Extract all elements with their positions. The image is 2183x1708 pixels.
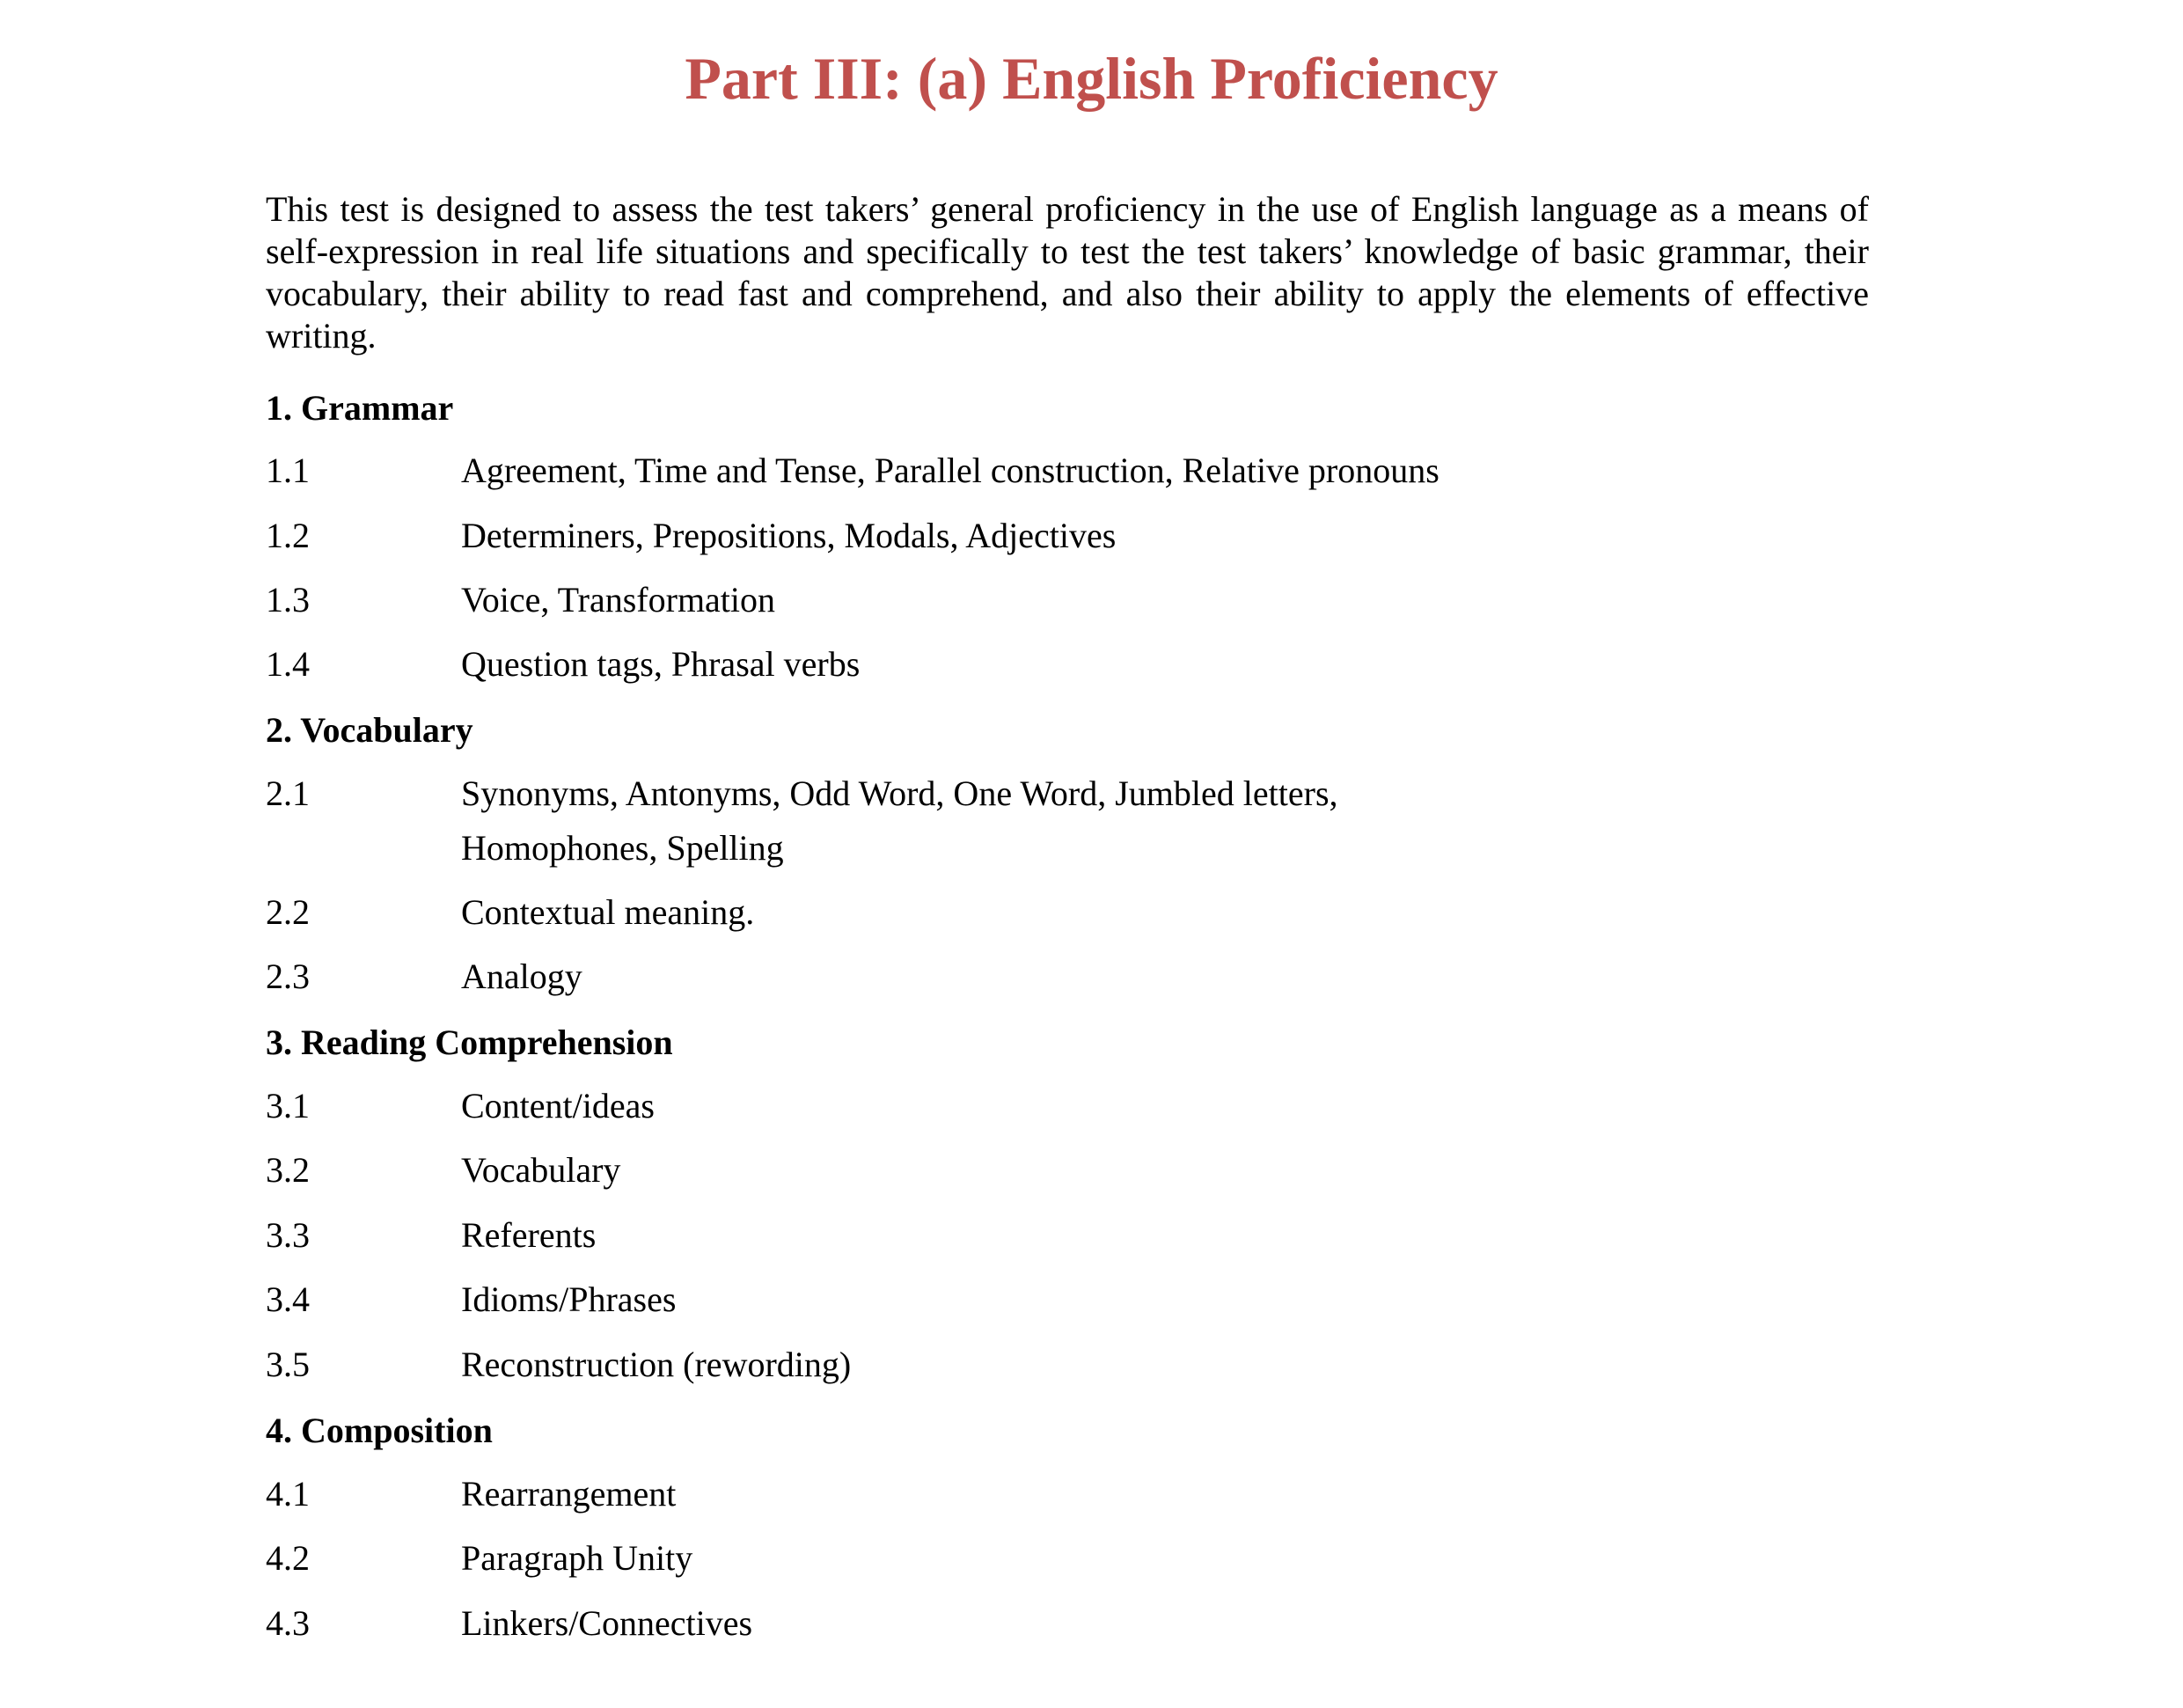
item-text: Contextual meaning. (461, 892, 755, 932)
item-number: 1.1 (266, 451, 310, 490)
item-text: Content/ideas (461, 1086, 655, 1125)
item-number: 4.1 (266, 1474, 310, 1514)
item-number: 4.2 (266, 1538, 310, 1578)
item-number: 3.4 (266, 1279, 310, 1319)
item-number: 3.1 (266, 1086, 310, 1125)
section-heading-grammar: 1. Grammar (266, 388, 454, 428)
item-text: Determiners, Prepositions, Modals, Adjectives (461, 516, 1117, 555)
item-text: Rearrangement (461, 1474, 677, 1514)
item-text: Referents (461, 1215, 597, 1255)
item-text: Synonyms, Antonyms, Odd Word, One Word, Jumbled letters, Homophones, Spelling (461, 773, 1338, 868)
section-heading-vocabulary: 2. Vocabulary (266, 710, 473, 750)
item-number: 2.1 (266, 773, 310, 813)
item-number: 2.2 (266, 892, 310, 932)
item-text: Agreement, Time and Tense, Parallel construction, Relative pronouns (461, 451, 1439, 490)
item-text: Voice, Transformation (461, 580, 776, 619)
item-text: Vocabulary (461, 1150, 621, 1190)
page-title: Part III: (a) English Proficiency (685, 45, 1498, 112)
item-number: 1.3 (266, 580, 310, 619)
item-number: 3.5 (266, 1345, 310, 1384)
item-number: 1.2 (266, 516, 310, 555)
item-number: 4.3 (266, 1603, 310, 1643)
item-number: 2.3 (266, 957, 310, 996)
item-text: Analogy (461, 957, 582, 996)
item-text: Reconstruction (rewording) (461, 1345, 852, 1384)
item-text: Linkers/Connectives (461, 1603, 753, 1643)
item-number: 3.2 (266, 1150, 310, 1190)
item-text: Paragraph Unity (461, 1538, 693, 1578)
item-text: Idioms/Phrases (461, 1279, 677, 1319)
section-heading-composition: 4. Composition (266, 1411, 493, 1450)
item-text: Question tags, Phrasal verbs (461, 644, 861, 684)
section-heading-reading-comprehension: 3. Reading Comprehension (266, 1023, 673, 1062)
item-number: 3.3 (266, 1215, 310, 1255)
item-number: 1.4 (266, 644, 310, 684)
intro-paragraph: This test is designed to assess the test takers’ general proficiency in the use of English language as a means of self-expression in real life situations and specifically to test the test takers’ knowledge of basic grammar, their vocabulary, their ability to read fast and comprehend, and also their ability to apply the elements of effective writing. (266, 189, 1869, 356)
